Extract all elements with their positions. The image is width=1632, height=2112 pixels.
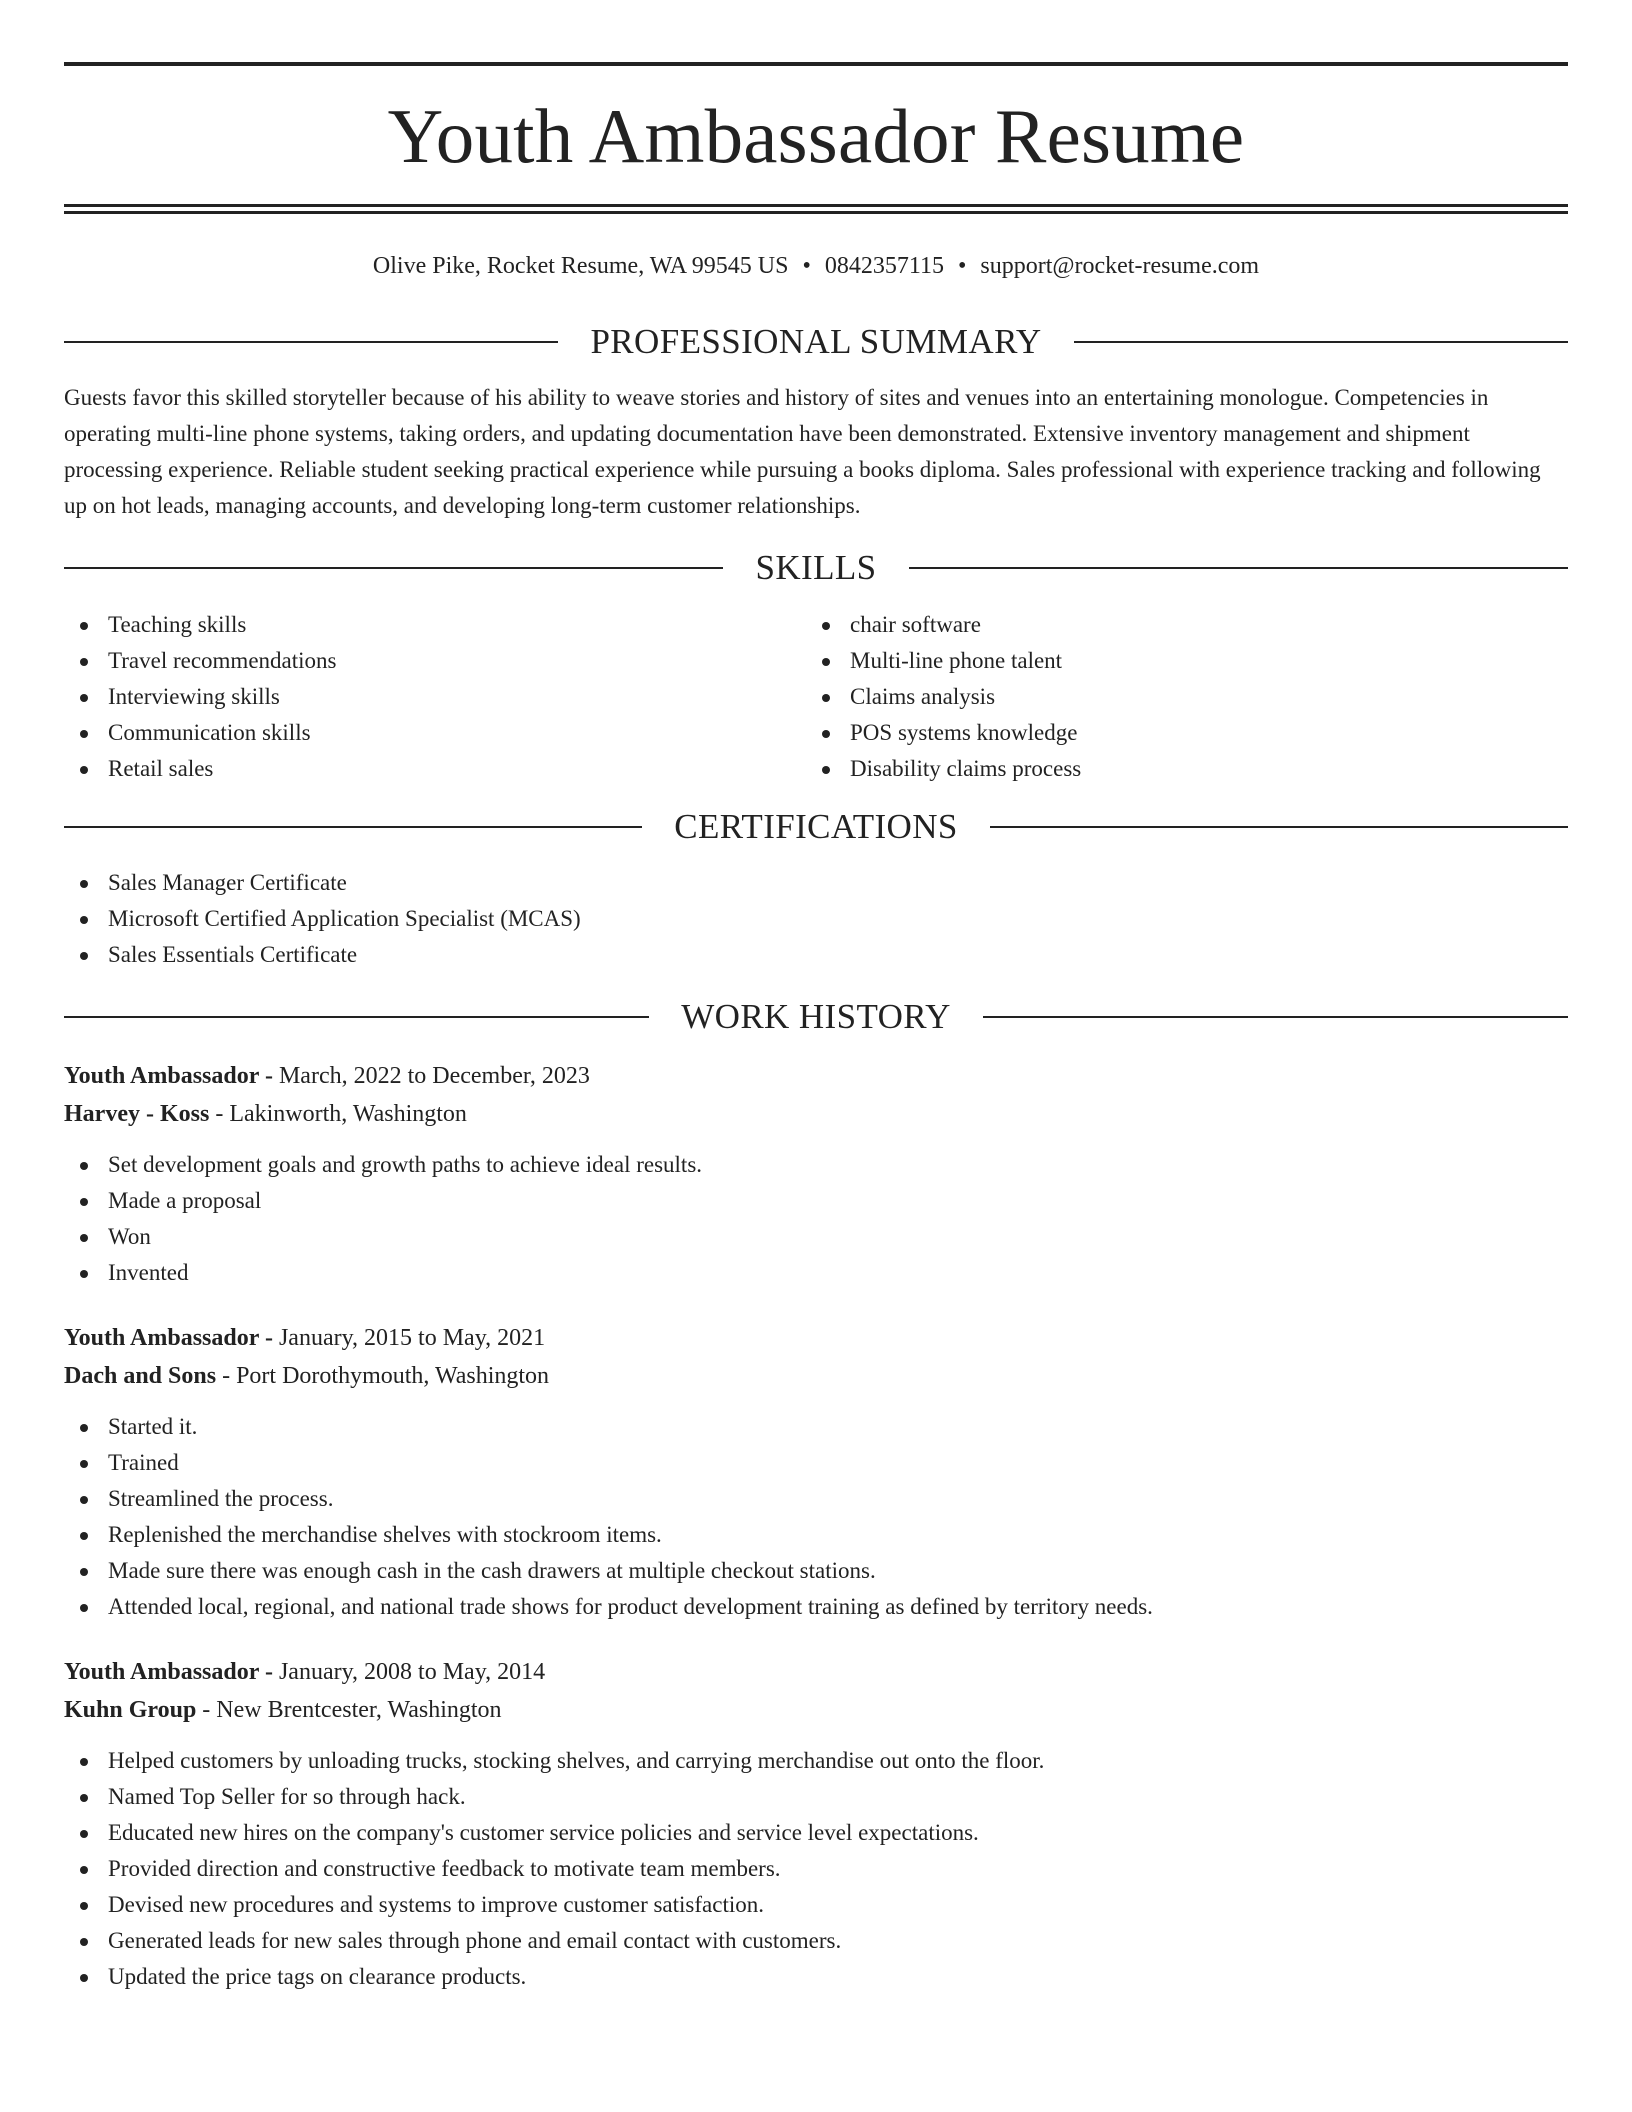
job-company: Dach and Sons (64, 1363, 217, 1389)
job-bullets (64, 1409, 1568, 1625)
job-bullet: Updated the price tags on clearance products. (64, 1959, 1568, 1995)
contact-address: Olive Pike, Rocket Resume, WA 99545 US (372, 253, 789, 279)
job-entry (64, 1653, 1568, 1995)
summary-text: Guests favor this skilled storyteller because of his ability to weave stories and history of sites and venues into an entertaining monologue. Competencies in operating multi-line phone systems, taking orders, and updating documentation have been demonstrated. Extensive inventory management and shipment processing experience. Reliable student seeking practical experience while pursuing a books diploma. Sales professional with experience tracking and following up on hot leads, managing accounts, and developing long-term customer relationships. (64, 385, 1541, 518)
job-bullet: Replenished the merchandise shelves with stockroom items. (64, 1517, 1568, 1553)
job-bullet: Started it. (64, 1409, 1568, 1445)
heading-rule-left (64, 567, 723, 569)
job-title-line: Youth Ambassador - March, 2022 to December, 2023 (64, 1063, 590, 1089)
job-bullets (64, 1147, 1568, 1291)
certification-item: Sales Manager Certificate (64, 865, 1568, 901)
job-bullet: Trained (64, 1445, 1568, 1481)
certifications-section-heading (64, 805, 1568, 849)
contact-separator: • (802, 253, 811, 279)
work-heading-label: WORK HISTORY (681, 997, 951, 1036)
heading-rule-right (909, 567, 1568, 569)
job-bullet: Named Top Seller for so through hack. (64, 1779, 1568, 1815)
job-entry (64, 1057, 1568, 1291)
heading-rule-left (64, 1016, 649, 1018)
job-bullet: Won (64, 1219, 1568, 1255)
heading-rule-left (64, 826, 642, 828)
job-bullet: Made sure there was enough cash in the cash drawers at multiple checkout stations. (64, 1553, 1568, 1589)
skills-section-heading (64, 546, 1568, 590)
skill-item: Multi-line phone talent (806, 643, 1548, 679)
certifications-list (64, 865, 1568, 973)
job-bullet: Generated leads for new sales through phone and email contact with customers. (64, 1923, 1568, 1959)
job-bullet: Set development goals and growth paths to achieve ideal results. (64, 1147, 1568, 1183)
resume-page (64, 0, 1568, 1995)
job-dates: January, 2015 to May, 2021 (278, 1325, 546, 1351)
job-bullet: Provided direction and constructive feedback to motivate team members. (64, 1851, 1568, 1887)
skill-item: POS systems knowledge (806, 715, 1548, 751)
work-section-heading (64, 995, 1568, 1039)
certification-item: Microsoft Certified Application Specialist (MCAS) (64, 901, 1568, 937)
skills-column-left (64, 607, 806, 787)
contact-separator: • (957, 253, 967, 279)
skill-item: Teaching skills (64, 607, 806, 643)
job-title: Youth Ambassador (64, 1325, 259, 1351)
skill-item: Claims analysis (806, 679, 1548, 715)
skill-item: Disability claims process (806, 751, 1548, 787)
skill-item: Interviewing skills (64, 679, 806, 715)
job-bullet: Educated new hires on the company's customer service policies and service level expectations. (64, 1815, 1568, 1851)
certification-item: Sales Essentials Certificate (64, 937, 1568, 973)
job-title: Youth Ambassador (64, 1063, 259, 1089)
skills-list (64, 607, 1568, 787)
resume-title: Youth Ambassador Resume (387, 93, 1245, 179)
job-bullet: Devised new procedures and systems to improve customer satisfaction. (64, 1887, 1568, 1923)
heading-rule-right (983, 1016, 1568, 1018)
job-bullet: Attended local, regional, and national trade shows for product development training as defined by territory needs. (64, 1589, 1568, 1625)
job-bullets (64, 1743, 1568, 1995)
certifications-heading-label: CERTIFICATIONS (674, 807, 958, 846)
contact-line (64, 250, 1568, 282)
job-dates: March, 2022 to December, 2023 (278, 1063, 590, 1089)
heading-rule-right (990, 826, 1568, 828)
job-title-line: Youth Ambassador - January, 2008 to May, 2014 (64, 1659, 546, 1685)
skills-column-right (806, 607, 1548, 787)
contact-phone: 0842357115 (824, 253, 944, 279)
job-bullet: Invented (64, 1255, 1568, 1291)
job-dates: January, 2008 to May, 2014 (278, 1659, 546, 1685)
job-bullet: Streamlined the process. (64, 1481, 1568, 1517)
job-location: Port Dorothymouth, Washington (236, 1363, 550, 1389)
heading-rule-left (64, 341, 558, 343)
job-bullet: Made a proposal (64, 1183, 1568, 1219)
heading-rule-right (1074, 341, 1568, 343)
skills-heading-label: SKILLS (755, 548, 877, 587)
job-company-line: Dach and Sons - Port Dorothymouth, Washington (64, 1363, 550, 1389)
job-location: Lakinworth, Washington (229, 1101, 467, 1127)
job-company-line: Kuhn Group - New Brentcester, Washington (64, 1697, 502, 1723)
contact-email: support@rocket-resume.com (980, 253, 1260, 279)
job-company: Harvey - Koss (64, 1101, 210, 1127)
job-location: New Brentcester, Washington (216, 1697, 502, 1723)
job-title: Youth Ambassador (64, 1659, 259, 1685)
skill-item: Retail sales (64, 751, 806, 787)
header-top-rule (64, 62, 1568, 66)
job-bullet: Helped customers by unloading trucks, stocking shelves, and carrying merchandise out onto the floor. (64, 1743, 1568, 1779)
skill-item: Communication skills (64, 715, 806, 751)
skill-item: Travel recommendations (64, 643, 806, 679)
header-double-rule (64, 204, 1568, 214)
job-entry (64, 1319, 1568, 1625)
summary-heading-label: PROFESSIONAL SUMMARY (590, 322, 1042, 361)
job-company: Kuhn Group (64, 1697, 197, 1723)
summary-section-heading (64, 320, 1568, 364)
skill-item: chair software (806, 607, 1548, 643)
job-title-line: Youth Ambassador - January, 2015 to May, 2021 (64, 1325, 546, 1351)
job-company-line: Harvey - Koss - Lakinworth, Washington (64, 1101, 467, 1127)
